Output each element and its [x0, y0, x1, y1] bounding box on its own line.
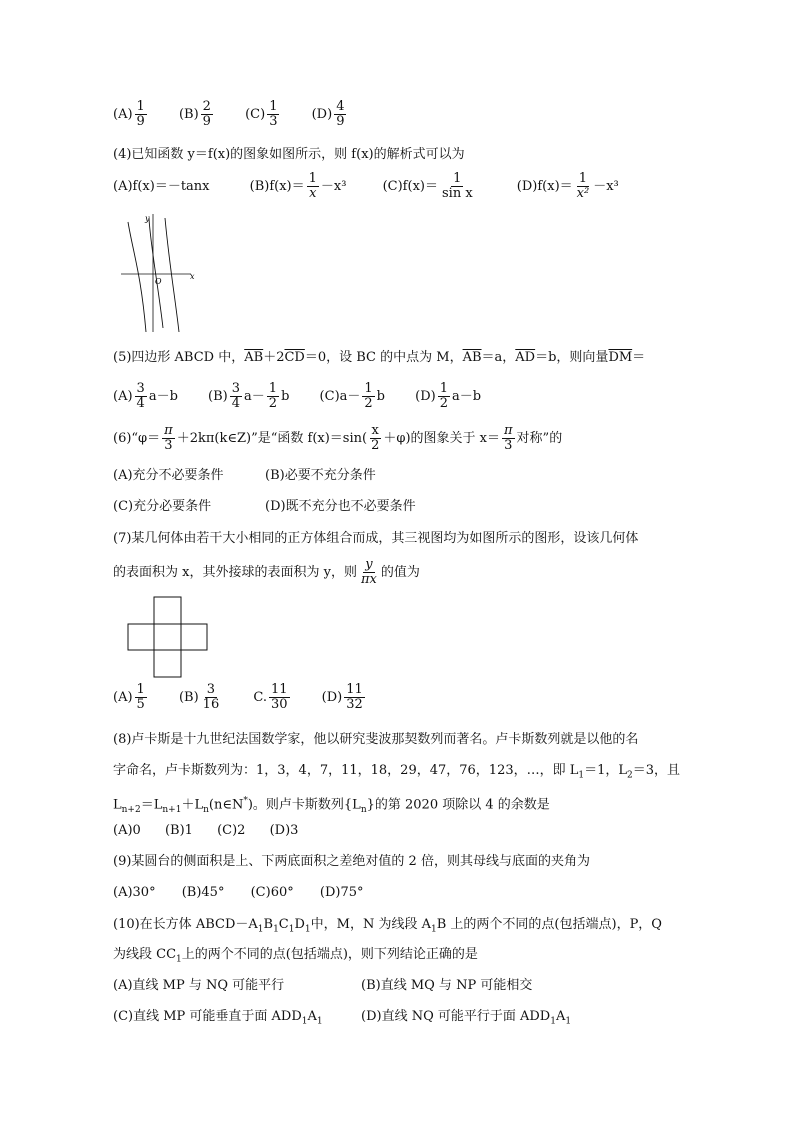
q7-option-a[interactable]: (A) $\frac{1}{5}$: [113, 682, 145, 712]
q5-option-d[interactable]: (D) $\frac{1}{2}$ a－b: [415, 381, 482, 411]
q7-three-view-figure: [127, 596, 209, 678]
q8-option-b[interactable]: (B)1: [164, 823, 193, 838]
q9-option-d[interactable]: (D)75°: [319, 885, 364, 900]
q8-option-a[interactable]: (A)0: [113, 823, 141, 838]
q5-options: [113, 382, 507, 411]
q4-stem: (4)已知函数 y＝f(x)的图象如图所示，则 f(x)的解析式可以为: [113, 147, 465, 162]
q7-stem-line1: (7)某几何体由若干大小相同的正方体组合而成，其三视图均为如图所示的图形，设该几何体: [113, 531, 639, 546]
q10-option-c[interactable]: (C)直线 MP 可能垂直于面 $ADD_1A_1$: [113, 1009, 323, 1027]
q5-option-c[interactable]: (C)a－ $\frac{1}{2}$ b: [319, 381, 385, 411]
q8-stem-line2: 字命名，卢卡斯数列为：1，3，4，7，11，18，29，47，76，123，…，即 $L_1=1$，$L_2=3$，且: [113, 763, 681, 781]
q9-options: [113, 884, 364, 902]
q9-option-c[interactable]: (C)60°: [250, 885, 294, 900]
q6-option-a[interactable]: (A)充分不必要条件: [113, 468, 224, 483]
q9-stem: (9)某圆台的侧面积是上、下两底面积之差绝对值的 2 倍，则其母线与底面的夹角为: [113, 854, 590, 869]
q10-stem-line2: 为线段 $CC_1$上的两个不同的点(包括端点)，则下列结论正确的是: [113, 947, 478, 965]
cross-left-square: [128, 624, 154, 650]
q8-stem-line1: (8)卢卡斯是十九世纪法国数学家，他以研究斐波那契数列而著名。卢卡斯数列就是以他的名: [113, 732, 639, 747]
q6-options-row1: [113, 467, 376, 485]
q6-options-row2: [113, 498, 416, 516]
curve-left: [128, 222, 146, 332]
q3-option-d[interactable]: (D) $\frac{4}{9}$: [311, 99, 345, 129]
q5-stem: (5)四边形 ABCD 中，$\overline{AB}+2\overline{CD}=0$，设 BC 的中点为 M，$\overline{AB}=a$，$\overline{AD}=b$，则向量$\overline{DM}=$: [113, 350, 646, 365]
q7-option-c[interactable]: C. $\frac{11}{30}$: [253, 682, 288, 712]
q8-option-d[interactable]: (D)3: [269, 823, 299, 838]
q7-options: [113, 683, 393, 712]
cross-top-square: [154, 597, 181, 624]
curve-middle: [149, 218, 163, 328]
q3-option-c[interactable]: (C) $\frac{1}{3}$: [245, 99, 278, 129]
q8-option-c[interactable]: (C)2: [217, 823, 246, 838]
q10-stem-line1: (10)在长方体 $ABCD-A_1B_1C_1D_1$中，M，N 为线段 $A_1B$ 上的两个不同的点(包括端点)，P，Q: [113, 917, 662, 935]
q7-option-d[interactable]: (D) $\frac{11}{32}$: [321, 682, 363, 712]
q6-option-d[interactable]: (D)既不充分也不必要条件: [265, 499, 416, 514]
q8-options: [113, 822, 298, 840]
q7-option-b[interactable]: (B) $\frac{3}{16}$: [178, 682, 220, 712]
q6-option-b[interactable]: (B)必要不充分条件: [265, 468, 376, 483]
cross-bottom-square: [154, 650, 181, 677]
q3-option-a[interactable]: (A) $\frac{1}{9}$: [113, 99, 145, 129]
q4-options: [113, 172, 619, 201]
q4-option-c[interactable]: (C)f(x)＝ $\frac{1}{\text{sin x}}$: [382, 171, 473, 201]
q4-option-b[interactable]: (B)f(x)＝ $\frac{1}{x}$ －x³: [249, 171, 347, 201]
q4-option-a[interactable]: (A)f(x)＝－tanx: [113, 179, 210, 194]
q3-option-b[interactable]: (B) $\frac{2}{9}$: [178, 99, 211, 129]
q10-options-row1: [113, 977, 532, 995]
cross-center-square: [154, 624, 181, 650]
q9-option-a[interactable]: (A)30°: [113, 885, 156, 900]
q7-stem-line2: 的表面积为 x，其外接球的表面积为 y，则 $\frac{y}{\pi x}$ 的值为: [113, 557, 420, 587]
origin-label: O: [155, 277, 162, 286]
q9-option-b[interactable]: (B)45°: [181, 885, 225, 900]
q3-options: [113, 100, 374, 129]
curve-right: [165, 218, 179, 332]
y-axis-label: y: [145, 214, 150, 223]
q10-option-b[interactable]: (B)直线 MQ 与 NP 可能相交: [361, 978, 533, 993]
q6-stem: (6)“φ＝ $\frac{\pi}{3}$ ＋2kπ(k∈Z)”是“函数 f(x)＝sin( $\frac{x}{2}$ ＋φ)的图象关于 x＝ $\frac{\pi}{3}$ 对称”的: [113, 423, 563, 453]
cross-right-square: [181, 624, 207, 650]
q4-option-d[interactable]: (D)f(x)＝ $\frac{1}{\text{x²}}$ －x³: [516, 171, 619, 201]
q6-option-c[interactable]: (C)充分必要条件: [113, 499, 212, 514]
q4-function-graph: [115, 212, 200, 334]
q10-options-row2: [113, 1008, 571, 1031]
q5-option-a[interactable]: (A) $\frac{3}{4}$ a－b: [113, 381, 178, 411]
q10-option-d[interactable]: (D)直线 NQ 可能平行于面 $ADD_1A_1$: [361, 1009, 572, 1027]
q10-option-a[interactable]: (A)直线 MP 与 NQ 可能平行: [113, 978, 285, 993]
q8-stem-line3: $L_{n+2}=L_{n+1}+L_n(n\in N^*)$。则卢卡斯数列$\{L_n\}$的第 2020 项除以 4 的余数是: [113, 796, 550, 815]
x-axis-label: x: [190, 272, 195, 281]
q5-option-b[interactable]: (B) $\frac{3}{4}$ a－ $\frac{1}{2}$ b: [208, 381, 290, 411]
